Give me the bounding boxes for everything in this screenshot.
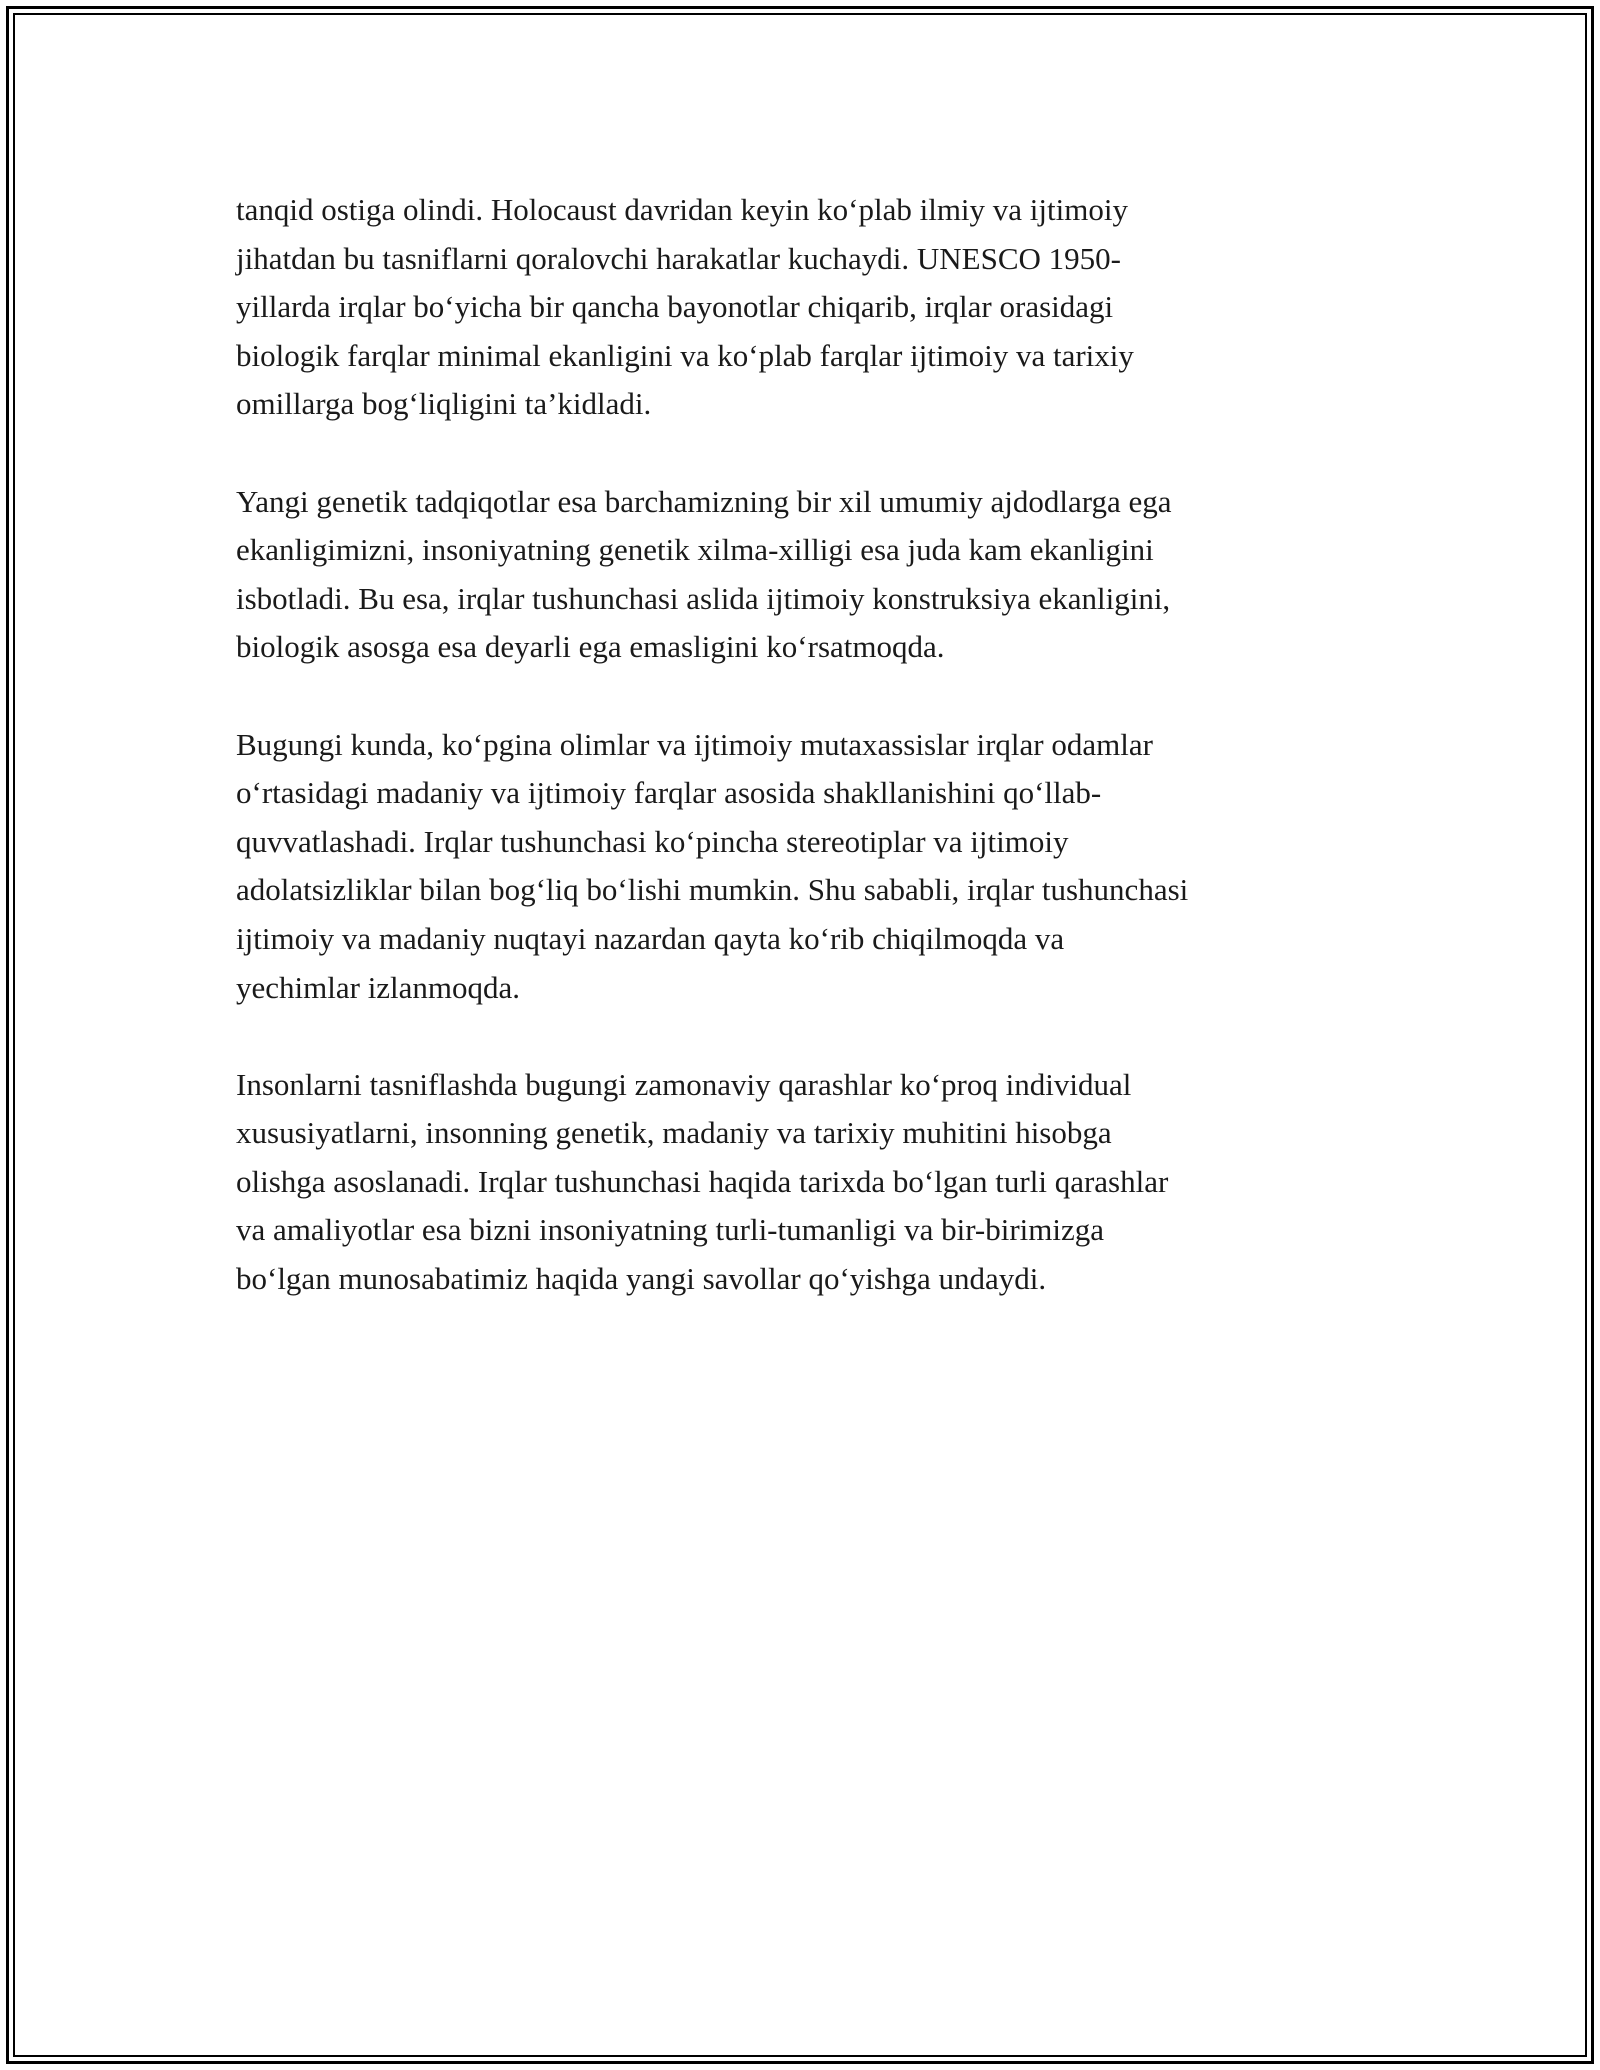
text-line: omillarga bog‘liqligini ta’kidladi. [236,386,652,422]
document-body [236,186,1366,1352]
text-line: ekanligimizni, insoniyatning genetik xilma-xilligi esa juda kam ekanligini [236,532,1154,568]
text-line: va amaliyotlar esa bizni insoniyatning turli-tumanligi va bir-birimizga [236,1212,1105,1248]
paragraph-4 [236,1061,1366,1304]
text-line: biologik farqlar minimal ekanligini va ko‘plab farqlar ijtimoiy va tarixiy [236,337,1134,373]
text-line: olishga asoslanadi. Irqlar tushunchasi haqida tarixda bo‘lgan turli qarashlar [236,1163,1169,1199]
paragraph-3 [236,721,1366,1013]
text-line: adolatsizliklar bilan bog‘liq bo‘lishi mumkin. Shu sababli, irqlar tushunchasi [236,872,1189,908]
text-line: Bugungi kunda, ko‘pgina olimlar va ijtimoiy mutaxassislar irqlar odamlar [236,726,1153,762]
text-line: bo‘lgan munosabatimiz haqida yangi savollar qo‘yishga undaydi. [236,1261,1047,1297]
text-line: xususiyatlarni, insonning genetik, madaniy va tarixiy muhitini hisobga [236,1115,1112,1151]
text-line: o‘rtasidagi madaniy va ijtimoiy farqlar asosida shakllanishini qo‘llab- [236,775,1102,811]
text-line: jihatdan bu tasniflarni qoralovchi harakatlar kuchaydi. UNESCO 1950- [236,240,1121,276]
paragraph-1 [236,186,1366,429]
text-line: Insonlarni tasniflashda bugungi zamonaviy qarashlar ko‘proq individual [236,1066,1132,1102]
text-line: yechimlar izlanmoqda. [236,969,521,1005]
text-line: isbotladi. Bu esa, irqlar tushunchasi aslida ijtimoiy konstruksiya ekanligini, [236,580,1171,616]
text-line: biologik asosga esa deyarli ega emasligini ko‘rsatmoqda. [236,629,945,665]
text-line: quvvatlashadi. Irqlar tushunchasi ko‘pincha stereotiplar va ijtimoiy [236,823,1069,859]
text-line: Yangi genetik tadqiqotlar esa barchamizning bir xil umumiy ajdodlarga ega [236,483,1172,519]
text-line: yillarda irqlar bo‘yicha bir qancha bayonotlar chiqarib, irqlar orasidagi [236,289,1114,325]
text-line: ijtimoiy va madaniy nuqtayi nazardan qayta ko‘rib chiqilmoqda va [236,920,1065,956]
text-line: tanqid ostiga olindi. Holocaust davridan keyin ko‘plab ilmiy va ijtimoiy [236,192,1128,227]
paragraph-2 [236,478,1366,672]
